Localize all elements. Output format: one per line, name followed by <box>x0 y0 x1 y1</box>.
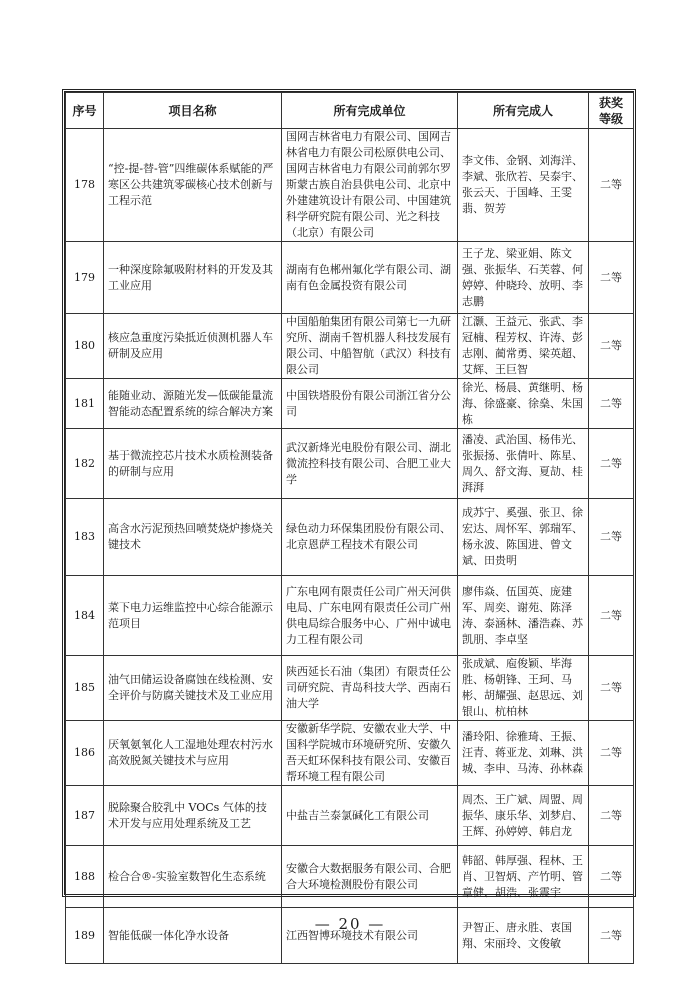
row-level: 二等 <box>589 314 634 379</box>
row-people: 尹智正、唐永胜、衷国翔、宋丽玲、文俊敏 <box>458 908 589 964</box>
row-serial: 181 <box>66 379 104 429</box>
row-people: 徐光、杨晨、黄继明、杨海、徐盛豪、徐燊、朱国栋 <box>458 379 589 429</box>
table-row <box>66 129 634 242</box>
row-level: 二等 <box>589 429 634 499</box>
row-serial: 182 <box>66 429 104 499</box>
row-units: 绿色动力环保集团股份有限公司、北京恩萨工程技术有限公司 <box>282 499 458 576</box>
table-row <box>66 314 634 379</box>
row-project-name: 脱除聚合胶乳中 VOCs 气体的技术开发与应用处理系统及工艺 <box>104 786 282 846</box>
row-units: 陕西延长石油（集团）有限责任公司研究院、青岛科技大学、西南石油大学 <box>282 656 458 721</box>
row-units: 武汉新烽光电股份有限公司、湖北微流控科技有限公司、合肥工业大学 <box>282 429 458 499</box>
table-row <box>66 846 634 908</box>
row-level: 二等 <box>589 242 634 314</box>
row-serial: 189 <box>66 908 104 964</box>
award-table <box>65 92 634 964</box>
row-level: 二等 <box>589 656 634 721</box>
row-level: 二等 <box>589 379 634 429</box>
header-level: 获奖等级 <box>589 93 634 129</box>
header-project-name: 项目名称 <box>104 93 282 129</box>
row-project-name: 核应急重度污染抵近侦测机器人车研制及应用 <box>104 314 282 379</box>
row-project-name: 检合合®-实验室数智化生态系统 <box>104 846 282 908</box>
header-units: 所有完成单位 <box>282 93 458 129</box>
row-project-name: 基于微流控芯片技术水质检测装备的研制与应用 <box>104 429 282 499</box>
table-row <box>66 242 634 314</box>
table-row <box>66 656 634 721</box>
row-serial: 178 <box>66 129 104 242</box>
table-row <box>66 379 634 429</box>
row-project-name: 油气田储运设备腐蚀在线检测、安全评价与防腐关键技术及工业应用 <box>104 656 282 721</box>
row-units: 安徽新华学院、安徽农业大学、中国科学院城市环境研究所、安徽久吾天虹环保科技有限公司、安徽百帮环境工程有限公司 <box>282 721 458 786</box>
row-project-name: 厌氧氨氧化人工湿地处理农村污水高效脱氮关键技术与应用 <box>104 721 282 786</box>
row-units: 广东电网有限责任公司广州天河供电局、广东电网有限责任公司广州供电局综合服务中心、广州中诚电力工程有限公司 <box>282 576 458 656</box>
row-serial: 186 <box>66 721 104 786</box>
row-serial: 188 <box>66 846 104 908</box>
row-units: 中盐吉兰泰氯碱化工有限公司 <box>282 786 458 846</box>
header-people: 所有完成人 <box>458 93 589 129</box>
table-row <box>66 499 634 576</box>
row-serial: 180 <box>66 314 104 379</box>
row-level: 二等 <box>589 129 634 242</box>
row-people: 周杰、王广斌、周盟、周振华、康乐华、刘梦启、王辉、孙婷婷、韩启龙 <box>458 786 589 846</box>
row-units: 湖南有色郴州氟化学有限公司、湖南有色金属投资有限公司 <box>282 242 458 314</box>
row-units: 中国铁塔股份有限公司浙江省分公司 <box>282 379 458 429</box>
row-people: 李文伟、金钢、刘海洋、李斌、张欣若、吴泰宇、张云天、于国峰、王雯翡、贺芳 <box>458 129 589 242</box>
row-units: 中国船舶集团有限公司第七一九研究所、湖南千智机器人科技发展有限公司、中船智航（武汉）科技有限公司 <box>282 314 458 379</box>
row-people: 潘凌、武治国、杨伟光、张振扬、张倩叶、陈星、周久、舒文海、夏劼、桂湃湃 <box>458 429 589 499</box>
row-serial: 183 <box>66 499 104 576</box>
row-project-name: “控-提-替-管”四维碳体系赋能的严寒区公共建筑零碳核心技术创新与工程示范 <box>104 129 282 242</box>
row-project-name: 菜下电力运维监控中心综合能源示范项目 <box>104 576 282 656</box>
row-people: 潘玲阳、徐雅琦、王振、汪青、蒋亚龙、刘琳、洪城、李申、马涛、孙林森 <box>458 721 589 786</box>
row-serial: 179 <box>66 242 104 314</box>
row-level: 二等 <box>589 576 634 656</box>
table-row <box>66 786 634 846</box>
row-people: 江灏、王益元、张武、李冠楠、程芳权、许涛、彭志刚、蔺常勇、梁英超、艾辉、王巨智 <box>458 314 589 379</box>
row-serial: 184 <box>66 576 104 656</box>
table-header-row <box>66 93 634 129</box>
row-level: 二等 <box>589 786 634 846</box>
row-project-name: 能随业动、源随光发—低碳能量流智能动态配置系统的综合解决方案 <box>104 379 282 429</box>
row-people: 张成斌、庖俊颖、毕海胜、杨朝锋、王珂、马彬、胡耀强、赵思远、刘银山、杭柏林 <box>458 656 589 721</box>
row-project-name: 一种深度除氟吸附材料的开发及其工业应用 <box>104 242 282 314</box>
table-row <box>66 721 634 786</box>
row-people: 韩韶、韩厚强、程林、王肖、卫智炳、产竹明、管章健、胡浩、张震宇 <box>458 846 589 908</box>
row-people: 成苏宁、奚强、张卫、徐宏达、周怀军、郭瑞军、杨永波、陈国进、曾文斌、田贵明 <box>458 499 589 576</box>
row-level: 二等 <box>589 499 634 576</box>
row-project-name: 高含水污泥预热回喷焚烧炉掺烧关键技术 <box>104 499 282 576</box>
row-level: 二等 <box>589 846 634 908</box>
table-row <box>66 429 634 499</box>
row-people: 廖伟焱、伍国英、庞建军、周奕、谢苑、陈泽涛、泰涵林、潘浩森、苏凯朋、李卓坚 <box>458 576 589 656</box>
row-units: 江西智博环境技术有限公司 <box>282 908 458 964</box>
page-number: — 20 — <box>314 915 386 933</box>
header-serial: 序号 <box>66 93 104 129</box>
row-level: 二等 <box>589 721 634 786</box>
table-row <box>66 576 634 656</box>
row-project-name: 智能低碳一体化净水设备 <box>104 908 282 964</box>
row-units: 国网吉林省电力有限公司、国网吉林省电力有限公司松原供电公司、国网吉林省电力有限公司前郭尔罗斯蒙古族自治县供电公司、北京中外建建筑设计有限公司、中国建筑科学研究院有限公司、光之科技（北京）有限公司 <box>282 129 458 242</box>
row-serial: 187 <box>66 786 104 846</box>
row-units: 安徽合大数据服务有限公司、合肥合大环境检测股份有限公司 <box>282 846 458 908</box>
row-serial: 185 <box>66 656 104 721</box>
row-people: 王子龙、梁亚娟、陈文强、张振华、石芙蓉、何婷婷、仲晓玲、放明、李志鹏 <box>458 242 589 314</box>
row-level: 二等 <box>589 908 634 964</box>
